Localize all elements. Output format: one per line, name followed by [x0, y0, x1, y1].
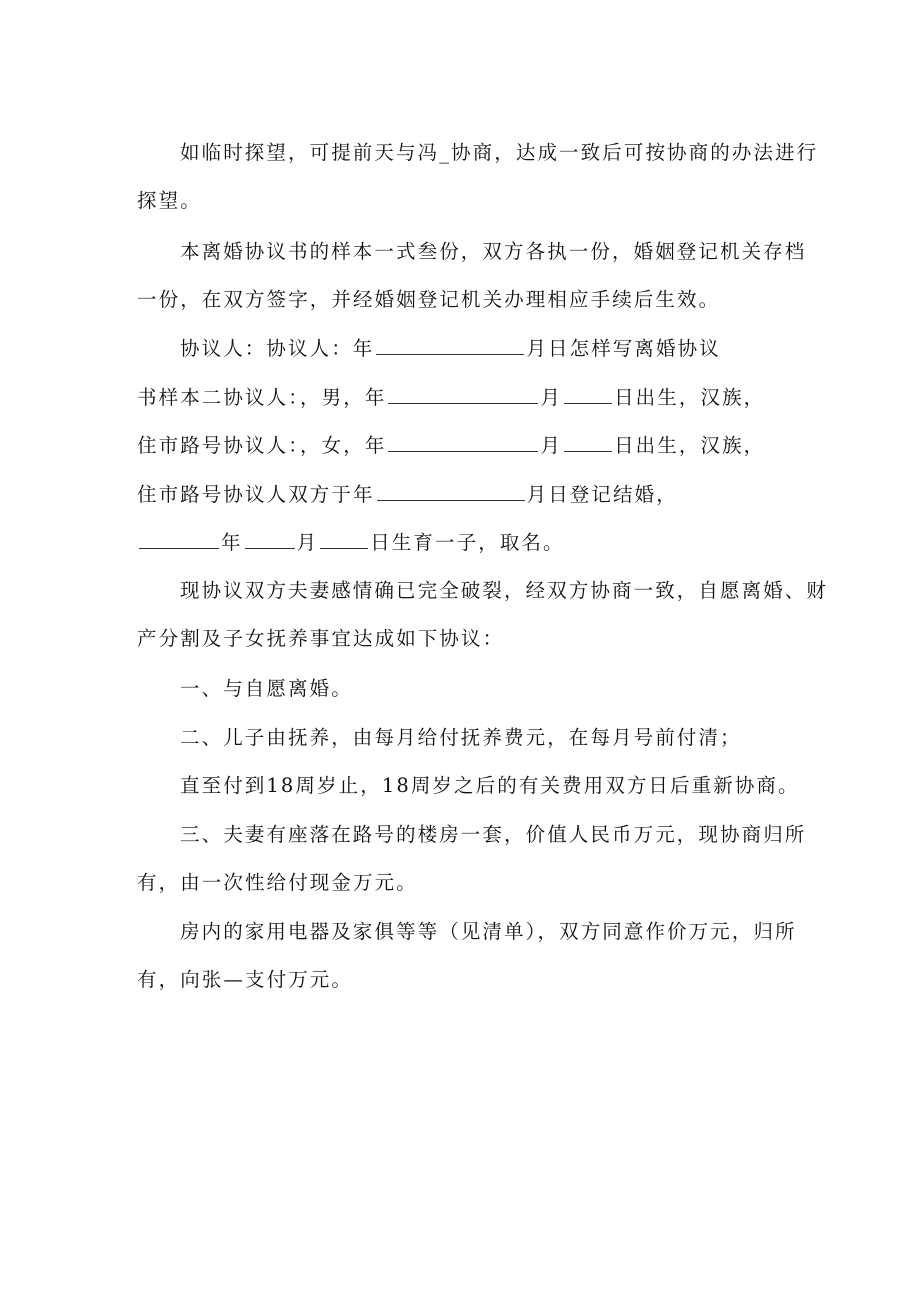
field-text: 月 [540, 386, 563, 409]
field-text: 年 [221, 531, 243, 554]
field-text: 住市路号协议人：，女，年 [137, 434, 387, 457]
field-text: 月日怎样写离婚协议 [526, 337, 721, 360]
blank-underline [320, 530, 368, 549]
blank-underline [139, 530, 219, 549]
paragraph-visit-line2: 探望。 [137, 189, 202, 212]
paragraph-agreement-line1: 现协议双方夫妻感情确已完全破裂，经双方协商一致，自愿离婚、财 [180, 579, 829, 602]
clause-three-line2: 有，由一次性给付现金万元。 [137, 871, 418, 894]
clause-two: 二、儿子由抚养，由每月给付抚养费元，在每月号前付清； [180, 726, 742, 749]
field-text: 日出生，汉族， [614, 434, 766, 457]
blank-underline [245, 530, 295, 549]
field-line-marriage [137, 481, 678, 509]
clause-one: 一、与自愿离婚。 [180, 677, 353, 700]
blank-underline [388, 433, 538, 452]
field-line-parties [180, 335, 721, 363]
field-text: 住市路号协议人双方于年 [137, 483, 375, 506]
paragraph-agreement-line2: 产分割及子女抚养事宜达成如下协议： [137, 627, 505, 650]
paragraph-visit-line1: 如临时探望，可提前天与冯_协商，达成一致后可按协商的办法进行 [180, 141, 819, 164]
paragraph-appliances-line1: 房内的家用电器及家俱等等（见清单），双方同意作价万元，归所 [180, 920, 797, 943]
field-text: 日出生，汉族， [614, 386, 766, 409]
field-text: 月 [296, 531, 319, 554]
clause-two-continued: 直至付到18周岁止，18周岁之后的有关费用双方日后重新协商。 [180, 774, 800, 797]
blank-underline [564, 385, 612, 404]
field-line-child [137, 529, 565, 557]
paragraph-copies-line2: 一份，在双方签字，并经婚姻登记机关办理相应手续后生效。 [137, 288, 721, 311]
field-text: 月 [540, 434, 563, 457]
blank-underline [376, 336, 524, 355]
blank-underline [564, 433, 612, 452]
paragraph-copies-line1: 本离婚协议书的样本一式叁份，双方各执一份，婚姻登记机关存档 [180, 240, 807, 263]
field-text: 书样本二协议人：，男，年 [137, 386, 387, 409]
field-text: 日生育一子，取名。 [370, 531, 565, 554]
field-line-party-male [137, 384, 765, 412]
field-text: 协议人：协议人：年 [180, 337, 375, 360]
blank-underline [377, 482, 525, 501]
field-text: 月日登记结婚， [526, 483, 678, 506]
paragraph-appliances-line2: 有，向张—支付万元。 [137, 968, 354, 991]
field-line-party-female [137, 432, 765, 460]
clause-three-line1: 三、夫妻有座落在路号的楼房一套，价值人民币万元，现协商归所 [180, 823, 807, 846]
blank-underline [388, 385, 538, 404]
